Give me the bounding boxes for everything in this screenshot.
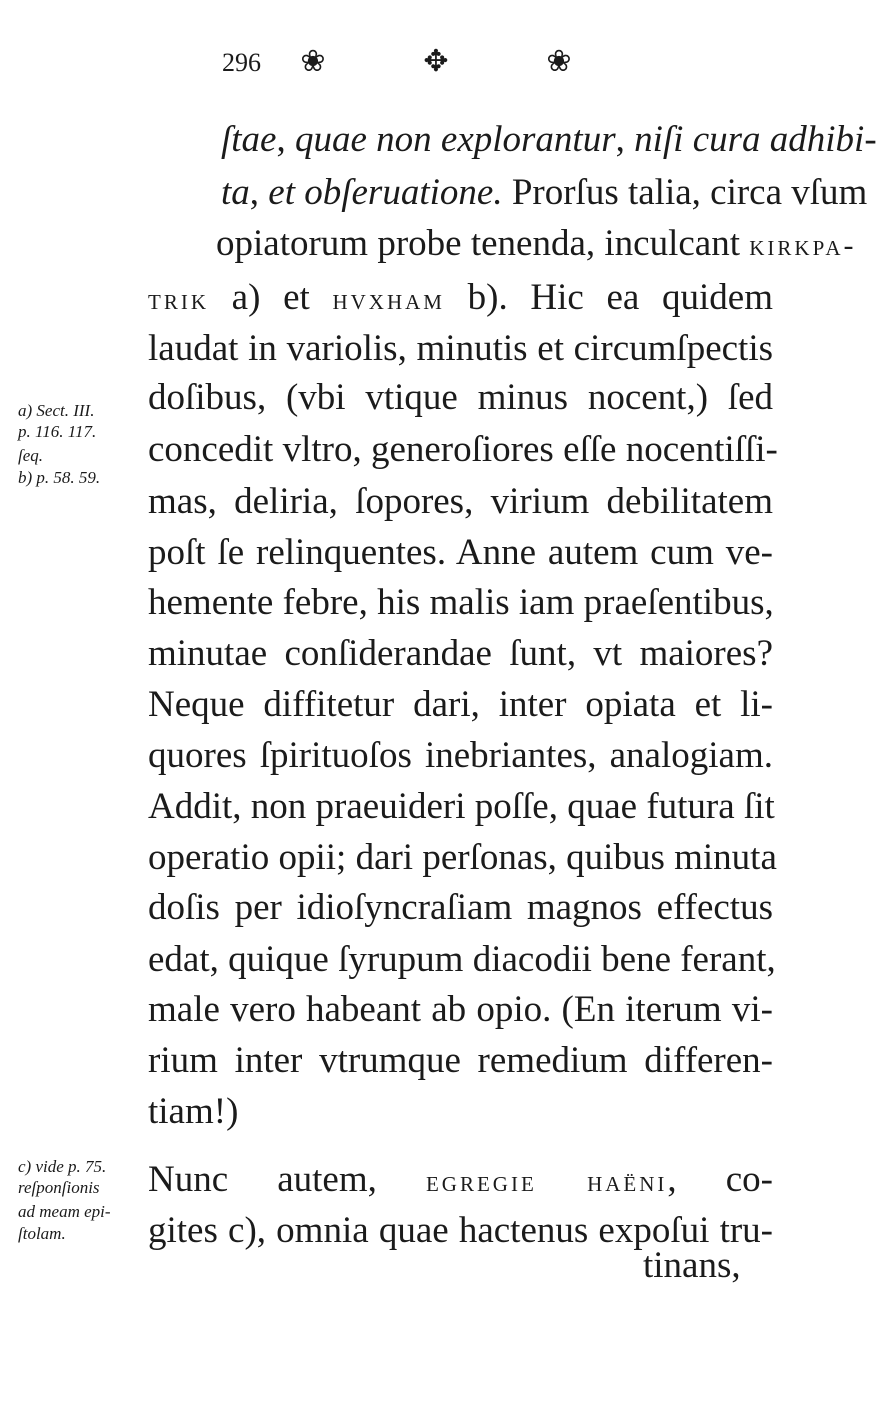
text-span: , co- xyxy=(667,1159,773,1200)
text-span: a) et xyxy=(209,277,333,318)
text-span: hemente febre, his malis iam praeſentibus, xyxy=(148,582,774,623)
flower-ornament-icon: ❀ xyxy=(546,45,572,78)
text-span: opiatorum probe tenenda, inculcant xyxy=(216,223,750,264)
page-number: 296 xyxy=(222,48,261,77)
author-name: egregie haëni xyxy=(425,1165,668,1198)
header-ornaments xyxy=(296,44,576,79)
text-span: et obſeruatione. xyxy=(268,172,503,213)
text-line xyxy=(148,1036,773,1086)
text-line xyxy=(221,168,868,218)
text-span: Prorſus talia, circa vſum xyxy=(502,172,868,213)
margin-note: ſeq. xyxy=(18,446,44,465)
margin-note: c) vide p. 75. xyxy=(18,1157,107,1176)
text-span: quores ſpirituoſos inebriantes, analogiam. xyxy=(148,735,773,776)
margin-note: p. 116. 117. xyxy=(18,422,97,441)
text-span: ta xyxy=(221,172,250,213)
text-line xyxy=(148,629,773,679)
margin-note: ſtolam. xyxy=(18,1224,66,1243)
text-span: , xyxy=(615,119,635,160)
text-line xyxy=(221,115,877,165)
text-span: laudat in variolis, minutis et circumſpectis xyxy=(148,328,773,369)
text-span: doſis per idioſyncraſiam magnos effectus xyxy=(148,887,773,928)
text-span: ſtae xyxy=(221,119,277,160)
margin-note: b) p. 58. 59. xyxy=(18,468,101,487)
flower-ornament-icon: ❀ xyxy=(300,45,326,78)
text-line xyxy=(148,680,773,730)
text-span: Neque diffitetur dari, inter opiata et li- xyxy=(148,684,773,725)
text-line xyxy=(148,985,773,1035)
text-span: quae non explorantur xyxy=(294,119,616,160)
text-span: minutae conſiderandae ſunt, vt maiores? xyxy=(148,633,773,674)
text-line xyxy=(148,528,773,578)
text-span: gites c), omnia quae hactenus expoſui tru- xyxy=(148,1210,773,1251)
text-span: , xyxy=(249,172,269,213)
cross-ornament-icon: ✥ xyxy=(423,45,449,78)
text-line xyxy=(148,425,778,475)
text-line xyxy=(148,324,773,374)
text-span: tiam!) xyxy=(148,1091,239,1132)
margin-note: a) Sect. III. xyxy=(18,401,95,420)
text-span: doſibus, (vbi vtique minus nocent,) ſed xyxy=(148,377,773,418)
text-line xyxy=(148,1087,773,1137)
text-span: operatio opii; dari perſonas, quibus minuta xyxy=(148,837,777,878)
page-header xyxy=(0,44,801,94)
text-span: poſt ſe relinquentes. Anne autem cum ve- xyxy=(148,532,773,573)
text-line xyxy=(148,477,773,527)
text-span: concedit vltro, generoſiores eſſe nocentiſſi- xyxy=(148,429,778,470)
text-span: rium inter vtrumque remedium differen- xyxy=(148,1040,773,1081)
margin-note: reſponſionis xyxy=(18,1178,100,1197)
text-line xyxy=(216,219,857,271)
text-line xyxy=(148,273,773,325)
text-line xyxy=(148,833,777,883)
text-line xyxy=(148,373,773,423)
text-span: , xyxy=(276,119,295,160)
author-name: hvxham xyxy=(332,283,445,316)
text-span: mas, deliria, ſopores, virium debilitatem xyxy=(148,481,773,522)
text-line xyxy=(148,1155,773,1207)
text-line xyxy=(148,935,776,985)
text-span: male vero habeant ab opio. (En iterum vi- xyxy=(148,989,773,1030)
catchword: tinans, xyxy=(643,1245,741,1286)
text-span: Addit, non praeuideri poſſe, quae futura ſit xyxy=(148,786,775,827)
text-span: niſi cura adhibi- xyxy=(634,119,877,160)
text-span: edat, quique ſyrupum diacodii bene ferant, xyxy=(148,939,776,980)
text-span: Nunc autem, xyxy=(148,1159,426,1200)
margin-note: ad meam epi- xyxy=(18,1202,111,1221)
author-name: trik xyxy=(148,283,209,316)
text-span: b). Hic ea quidem xyxy=(444,277,773,318)
text-line xyxy=(148,883,773,933)
author-name: kirkpa- xyxy=(749,229,857,262)
text-line xyxy=(148,578,773,628)
text-line xyxy=(148,731,773,781)
text-line xyxy=(148,782,773,832)
